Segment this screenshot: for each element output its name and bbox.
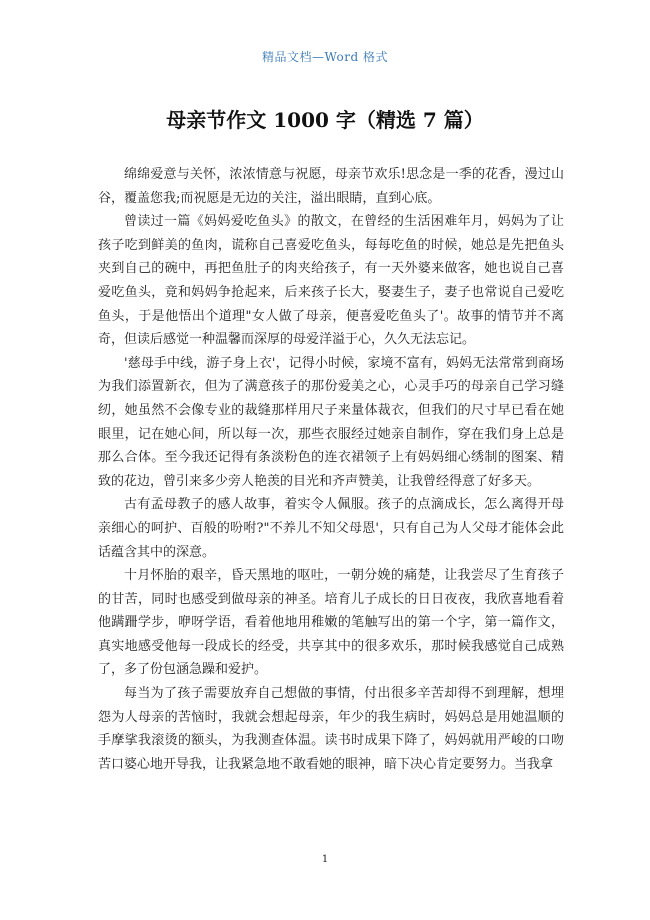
document-body xyxy=(98,163,564,776)
paragraph: 曾读过一篇《妈妈爱吃鱼头》的散文，在曾经的生活困难年月，妈妈为了让孩子吃到鲜美的鱼肉，谎称自己喜爱吃鱼头，每每吃鱼的时候，她总是先把鱼头夹到自己的碗中，再把鱼肚子的肉夹给孩子，有一天外婆来做客，她也说自己喜爱吃鱼头，竟和妈妈争抢起来，后来孩子长大，娶妻生子，妻子也常说自己爱吃鱼头，于是他悟出个道理"女人做了母亲，便喜爱吃鱼头了'。故事的情节并不离奇，但读后感觉一种温馨而深厚的母爱洋溢于心，久久无法忘记。 xyxy=(98,214,564,348)
paragraph: 每当为了孩子需要放弃自己想做的事情，付出很多辛苦却得不到理解，想埋怨为人母亲的苦恼时，我就会想起母亲，年少的我生病时，妈妈总是用她温顺的手摩挲我滚烫的额头，为我测查体温。读书时成果下降了，妈妈就用严峻的口吻苦口婆心地开导我，让我紧急地不敢看她的眼神，暗下决心肯定要努力。当我拿 xyxy=(98,686,564,772)
document-title: 母亲节作文 1000 字（精选 7 篇） xyxy=(166,108,484,132)
page-number: 1 xyxy=(321,854,329,865)
paragraph: 十月怀胎的艰辛，昏天黑地的呕吐，一朝分娩的痛楚，让我尝尽了生育孩子的甘苦，同时也感受到做母亲的神圣。培育儿子成长的日日夜夜，我欣喜地看着他蹒跚学步，咿呀学语，看着他地用稚嫩的笔触写出的第一个字，第一篇作文，真实地感受他每一段成长的经受，共享其中的很多欢乐，那时候我感觉自己成熟了，多了份包涵急躁和爱护。 xyxy=(98,568,564,678)
paragraph: 古有孟母教子的感人故事，着实令人佩服。孩子的点滴成长，怎么离得开母亲细心的呵护、百般的吩咐?"不养儿不知父母恩'，只有自己为人父母才能体会此话蕴含其中的深意。 xyxy=(98,497,564,560)
paragraph: '慈母手中线，游子身上衣'，记得小时候，家境不富有，妈妈无法常常到商场为我们添置新衣，但为了满意孩子的那份爱美之心，心灵手巧的母亲自己学习缝纫，她虽然不会像专业的裁缝那样用尺子来量体裁衣，但我们的尺寸早已看在她眼里，记在她心间，所以每一次，那些衣服经过她亲自制作，穿在我们身上总是那么合体。至今我还记得有条淡粉色的连衣裙领子上有妈妈细心绣制的图案、精致的花边，曾引来多少旁人艳羡的目光和齐声赞美，让我曾经得意了好多天。 xyxy=(98,355,564,489)
paragraph: 绵绵爱意与关怀，浓浓情意与祝愿，母亲节欢乐!思念是一季的花香，漫过山谷，覆盖您我;而祝愿是无边的关注，溢出眼睛，直到心底。 xyxy=(98,167,564,206)
document-header: 精品文档—Word 格式 xyxy=(262,50,388,64)
